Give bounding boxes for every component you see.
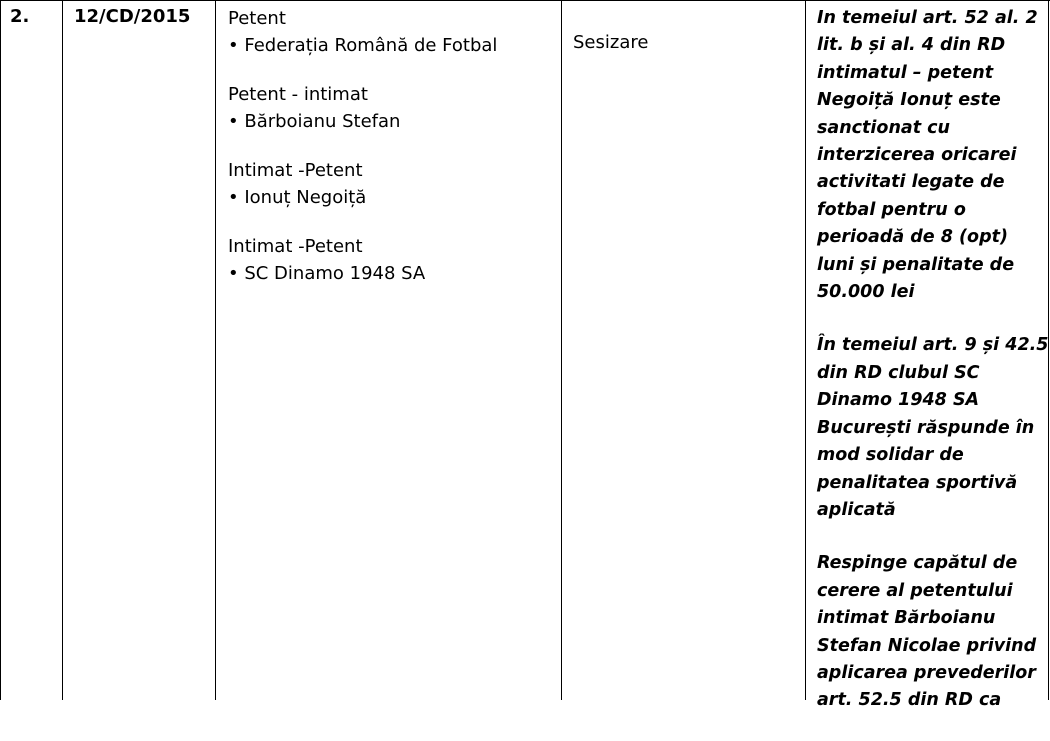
decision-line: București răspunde în — [817, 417, 1035, 438]
column-border — [561, 0, 562, 700]
party-role: Intimat -Petent — [228, 236, 363, 257]
decision-line: aplicată — [817, 499, 896, 520]
decision-line: mod solidar de — [817, 445, 964, 466]
party-name: • SC Dinamo 1948 SA — [228, 263, 426, 284]
decision-line: interzicerea oricarei — [817, 145, 1017, 166]
column-border — [0, 0, 1, 700]
decision-line: Stefan Nicolae privind — [817, 635, 1037, 656]
decision-cell — [817, 5, 1047, 741]
decision-line: luni și penalitate de — [817, 254, 1015, 275]
column-border — [805, 0, 806, 700]
decision-line: intimat Bărboianu — [817, 608, 996, 629]
column-border — [215, 0, 216, 700]
row-number: 2. — [10, 6, 30, 27]
table-top-border — [0, 0, 1050, 1]
decision-line: activitati legate de — [817, 172, 1005, 193]
decision-line: lit. b și al. 4 din RD — [817, 35, 1006, 56]
party-group — [228, 5, 558, 59]
decision-line: penalitatea sportivă — [817, 472, 1018, 493]
party-role: Petent - intimat — [228, 84, 368, 105]
decision-line: Dinamo 1948 SA — [817, 390, 980, 411]
decision-paragraph — [817, 332, 1047, 524]
decision-line: Negoiță Ionuț este — [817, 90, 1001, 111]
decision-line: Respinge capătul de — [817, 553, 1018, 574]
decision-line: În temeiul art. 9 și 42.5 — [817, 335, 1049, 356]
parties-cell — [228, 5, 558, 309]
decision-line: intimatul – petent — [817, 62, 994, 83]
column-border — [62, 0, 63, 700]
party-group — [228, 233, 558, 287]
decision-line: din RD clubul SC — [817, 362, 980, 383]
decision-line: art. 52.5 din RD ca — [817, 690, 1002, 711]
decision-line: In temeiul art. 52 al. 2 — [817, 8, 1038, 28]
party-group — [228, 81, 558, 135]
case-number: 12/CD/2015 — [74, 6, 191, 27]
party-name: • Ionuț Negoiță — [228, 187, 367, 208]
decision-line: 50.000 lei — [817, 282, 915, 303]
column-border — [1048, 0, 1049, 700]
party-name: • Federația Română de Fotbal — [228, 35, 498, 56]
party-name: • Bărboianu Stefan — [228, 111, 401, 132]
decision-paragraph — [817, 5, 1047, 306]
party-group — [228, 157, 558, 211]
decision-line: fotbal pentru o — [817, 199, 966, 220]
decision-paragraph — [817, 550, 1047, 714]
decision-line: perioadă de 8 (opt) — [817, 227, 1008, 248]
decision-line: sanctionat cu — [817, 117, 951, 138]
party-role: Intimat -Petent — [228, 160, 363, 181]
case-type: Sesizare — [573, 32, 649, 53]
party-role: Petent — [228, 8, 286, 29]
decision-line: aplicarea prevederilor — [817, 662, 1036, 683]
decision-line: cerere al petentului — [817, 580, 1013, 601]
